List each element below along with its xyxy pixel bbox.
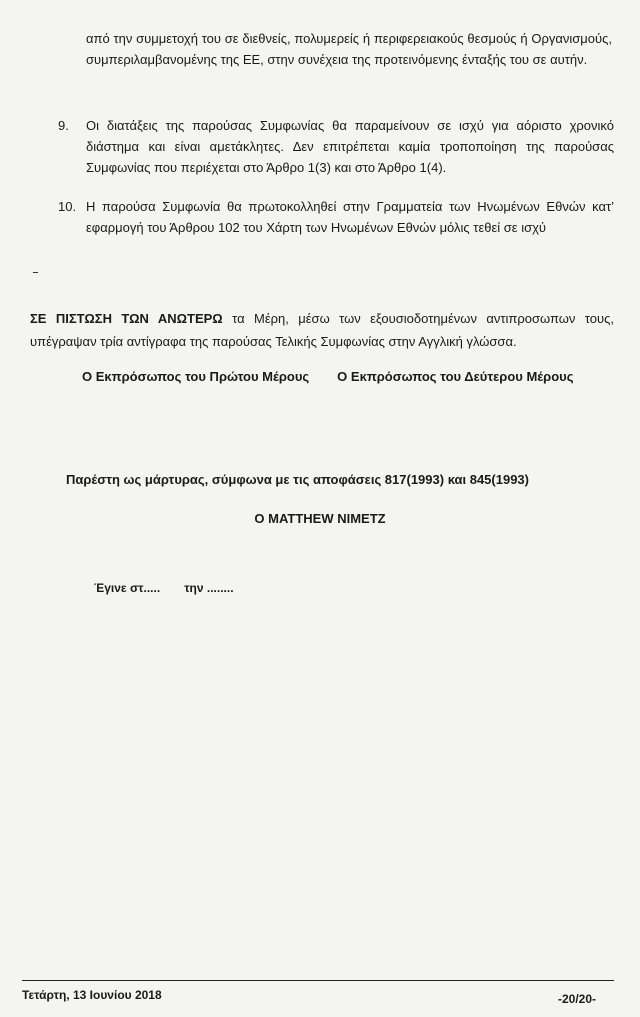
item-number: 10. (58, 199, 77, 214)
in-witness-lead: ΣΕ ΠΙΣΤΩΣΗ ΤΩΝ ΑΝΩΤΕΡΩ (30, 311, 223, 326)
article-item-9 (58, 115, 614, 178)
first-party-representative: Ο Εκπρόσωπος του Πρώτου Μέρους (82, 369, 310, 384)
done-at-line (94, 578, 234, 598)
representatives-line (82, 367, 582, 387)
stray-mark (33, 272, 38, 273)
item-number: 9. (58, 118, 69, 133)
article-item-10 (58, 196, 614, 238)
item-text: Οι διατάξεις της παρούσας Συμφωνίας θα παραμείνουν σε ισχύ για αόριστο χρονικό διάστημα και είναι αμετάκλητες. Δεν επιτρέπεται καμία τροποποίηση της παρούσας Συμφωνίας που περιέχεται στο Άρθρο 1(3) και στο Άρθρο 1(4). (86, 118, 614, 175)
page-number: -20/20- (558, 992, 597, 1006)
footer-divider (22, 980, 614, 981)
footer-date: Τετάρτη, 13 Ιουνίου 2018 (22, 988, 162, 1002)
continuation-paragraph: από την συμμετοχή του σε διεθνείς, πολυμερείς ή περιφερειακούς θεσμούς ή Οργανισμούς, συμπεριλαμβανομένης της ΕΕ, στην συνέχεια της προτεινόμενης ένταξής του σε αυτήν. (86, 31, 612, 67)
in-witness-paragraph (30, 307, 614, 353)
item-text: Η παρούσα Συμφωνία θα πρωτοκολληθεί στην Γραμματεία των Ηνωμένων Εθνών κατ’ εφαρμογή του Άρθρου 102 του Χάρτη των Ηνωμένων Εθνών μόλις τεθεί σε ισχύ (86, 199, 614, 235)
second-party-representative: Ο Εκπρόσωπος του Δεύτερου Μέρους (337, 369, 574, 384)
witness-name: Ο MATTHEW NIMETZ (254, 511, 386, 526)
done-at-place: Έγινε στ..... (94, 581, 161, 595)
in-witness-text: τα Μέρη, μέσω των εξουσιοδοτημένων αντιπροσωπων τους, υπέγραψαν τρία αντίγραφα της παρούσας Τελικής Συμφωνίας στην Αγγλική γλώσσα. (30, 311, 614, 349)
done-at-date: την ........ (184, 581, 234, 595)
witness-statement: Παρέστη ως μάρτυρας, σύμφωνα με τις αποφάσεις 817(1993) και 845(1993) (66, 472, 529, 487)
